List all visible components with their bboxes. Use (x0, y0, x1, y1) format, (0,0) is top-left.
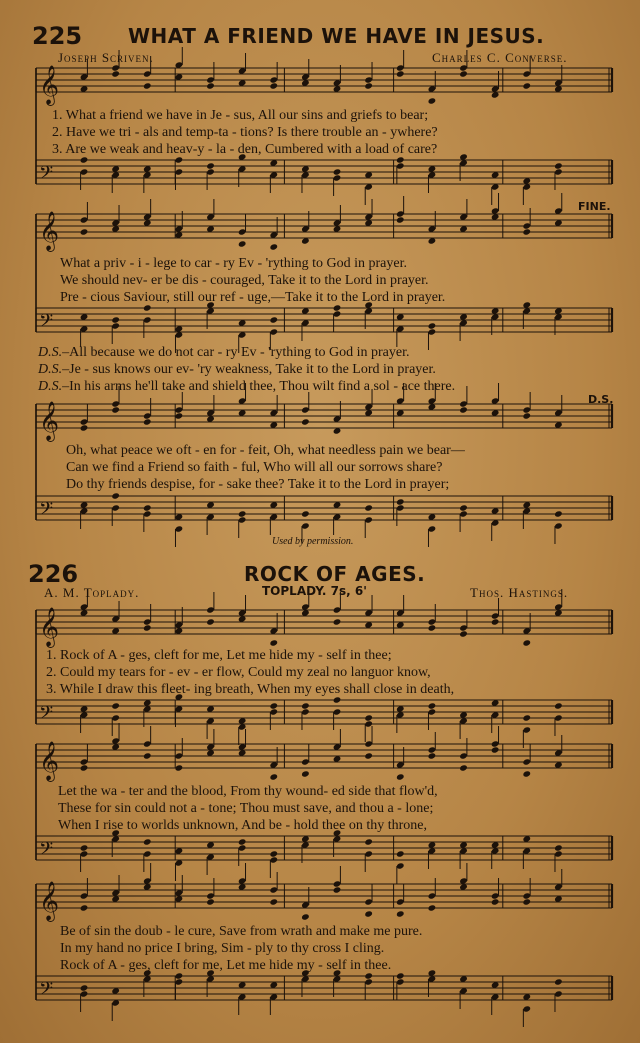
note-head (554, 162, 563, 169)
note-head (206, 82, 215, 89)
note-head (522, 639, 531, 646)
note-head (80, 844, 89, 851)
note-head (396, 216, 405, 223)
hymn-number: 226 (28, 560, 79, 588)
note-head (111, 70, 120, 77)
note-head (143, 82, 152, 89)
note-head (143, 418, 152, 425)
note-head (206, 898, 215, 905)
composer-credit: Thos. Hastings. (470, 585, 569, 600)
ds-text: –In his arms he'll take and shield thee, Thou wilt find a sol - ace there. (62, 379, 456, 394)
note-head (80, 904, 89, 911)
verse-line: We should nev- er be dis - couraged, Take it to the Lord in prayer. (60, 273, 429, 288)
note-head (301, 418, 310, 425)
note-head (269, 850, 278, 857)
ds-text: –All because we do not car - ry Ev - 'rything to God in prayer. (62, 345, 410, 360)
note-head (111, 702, 120, 709)
verse-line: Do thy friends despise, for - sake thee? Take it to the Lord in prayer; (66, 477, 450, 492)
verse-line: Let the wa - ter and the blood, From thy wound- ed side that flow'd, (58, 784, 438, 799)
note-head (301, 913, 310, 920)
note-head (269, 639, 278, 646)
permission-note: Used by permission. (272, 536, 354, 547)
verse-line: Be of sin the doub - le cure, Save from wrath and make me pure. (60, 924, 423, 939)
note-head (491, 746, 500, 753)
verse-line: Can we find a Friend so faith - ful, Who will all our sorrows share? (66, 460, 443, 475)
note-head (143, 624, 152, 631)
note-head (491, 618, 500, 625)
verse-line: Rock of A - ges, cleft for me, Let me hide my - self in thee. (60, 958, 392, 973)
note-head (238, 240, 247, 247)
verse-line: 1. Rock of A - ges, cleft for me, Let me hide my - self in thee; (46, 648, 392, 663)
verse-line: 2. Could my tears for - ev - er flow, Could my zeal no languor know, (46, 665, 431, 680)
verse-line: When I rise to worlds unknown, And be - hold thee on thy throne, (58, 818, 427, 833)
note-head (143, 838, 152, 845)
verse-line: 2. Have we tri - als and temp-ta - tions? Is there trouble an - ywhere? (52, 125, 438, 140)
note-head (269, 316, 278, 323)
author-credit: Joseph Scriven. (58, 50, 154, 65)
bass-clef: 𝄢 (39, 703, 54, 728)
note-head (364, 838, 373, 845)
verse-line: 3. While I draw this fleet- ing breath, When my eyes shall close in death, (46, 682, 455, 697)
note-head (396, 850, 405, 857)
note-head (301, 770, 310, 777)
note-head (301, 510, 310, 517)
verse-line: What a priv - i - lege to car - ry Ev - 'rything to God in prayer. (60, 256, 407, 271)
bass-clef: 𝄢 (39, 311, 54, 336)
note-head (396, 773, 405, 780)
note-head (428, 322, 437, 329)
note-head (143, 504, 152, 511)
note-head (428, 752, 437, 759)
bass-clef: 𝄢 (39, 839, 54, 864)
ds-marking: D.S. (588, 393, 614, 406)
bass-clef: 𝄢 (39, 979, 54, 1004)
note-head (364, 82, 373, 89)
note-head (238, 838, 247, 845)
note-head (554, 978, 563, 985)
note-head (428, 97, 437, 104)
note-head (269, 898, 278, 905)
note-head (396, 910, 405, 917)
note-head (522, 82, 531, 89)
note-head (333, 168, 342, 175)
ds-label: D.S. (38, 379, 63, 394)
verse-line: 3. Are we weak and heav-y - la - den, Cumbered with a load of care? (52, 142, 438, 157)
verse-line: In my hand no price I bring, Sim - ply to thy cross I cling. (60, 941, 385, 956)
note-head (491, 898, 500, 905)
tune-name: TOPLADY. 7s, 6' (262, 584, 367, 598)
treble-clef: 𝄞 (39, 65, 60, 105)
ds-label: D.S. (38, 345, 63, 360)
note-head (206, 162, 215, 169)
note-head (364, 504, 373, 511)
note-head (80, 764, 89, 771)
note-head (143, 752, 152, 759)
note-head (269, 702, 278, 709)
note-head (269, 773, 278, 780)
treble-clef: 𝄞 (39, 881, 60, 921)
note-head (111, 406, 120, 413)
note-head (459, 630, 468, 637)
note-head (333, 886, 342, 893)
fine-marking: FINE. (578, 200, 611, 213)
ds-line (38, 362, 436, 378)
note-head (522, 228, 531, 235)
note-head (428, 702, 437, 709)
treble-clef: 𝄞 (39, 211, 60, 251)
note-head (396, 70, 405, 77)
note-head (459, 764, 468, 771)
note-head (80, 228, 89, 235)
note-head (364, 714, 373, 721)
note-head (333, 618, 342, 625)
note-head (301, 702, 310, 709)
hymn-title: ROCK OF AGES. (244, 562, 426, 586)
note-head (238, 510, 247, 517)
note-head (396, 498, 405, 505)
note-head (175, 412, 184, 419)
note-head (175, 764, 184, 771)
note-head (428, 904, 437, 911)
note-head (554, 510, 563, 517)
note-head (459, 70, 468, 77)
note-head (522, 898, 531, 905)
ds-label: D.S. (38, 362, 63, 377)
note-head (111, 316, 120, 323)
bass-clef: 𝄢 (39, 499, 54, 524)
note-head (522, 714, 531, 721)
note-head (111, 492, 120, 499)
treble-clef: 𝄞 (39, 741, 60, 781)
verse-line: 1. What a friend we have in Je - sus, All our sins and griefs to bear; (52, 108, 429, 123)
ds-text: –Je - sus knows our ev- 'ry weakness, Take it to the Lord in prayer. (62, 362, 436, 377)
treble-clef: 𝄞 (39, 401, 60, 441)
ds-line (38, 345, 410, 361)
verse-line: Oh, what peace we oft - en for - feit, Oh, what needless pain we bear— (66, 443, 465, 458)
treble-clef: 𝄞 (39, 607, 60, 647)
note-head (396, 972, 405, 979)
note-head (206, 618, 215, 625)
bass-clef: 𝄢 (39, 163, 54, 188)
verse-line: Pre - cious Saviour, still our ref - uge,—Take it to the Lord in prayer. (60, 290, 446, 305)
note-head (80, 984, 89, 991)
note-head (428, 624, 437, 631)
note-head (554, 844, 563, 851)
note-head (364, 910, 373, 917)
note-head (364, 752, 373, 759)
author-credit: A. M. Toplady. (44, 585, 140, 600)
verse-line: These for sin could not a - tone; Thou must save, and thou a - lone; (58, 801, 434, 816)
ds-line (38, 379, 455, 395)
note-head (269, 243, 278, 250)
composer-credit: Charles C. Converse. (432, 50, 568, 65)
note-head (459, 504, 468, 511)
note-head (554, 702, 563, 709)
hymn-title: WHAT A FRIEND WE HAVE IN JESUS. (128, 24, 545, 48)
note-head (522, 412, 531, 419)
note-head (80, 424, 89, 431)
note-head (269, 82, 278, 89)
note-head (522, 770, 531, 777)
hymn-number: 225 (32, 22, 83, 50)
note-head (459, 406, 468, 413)
